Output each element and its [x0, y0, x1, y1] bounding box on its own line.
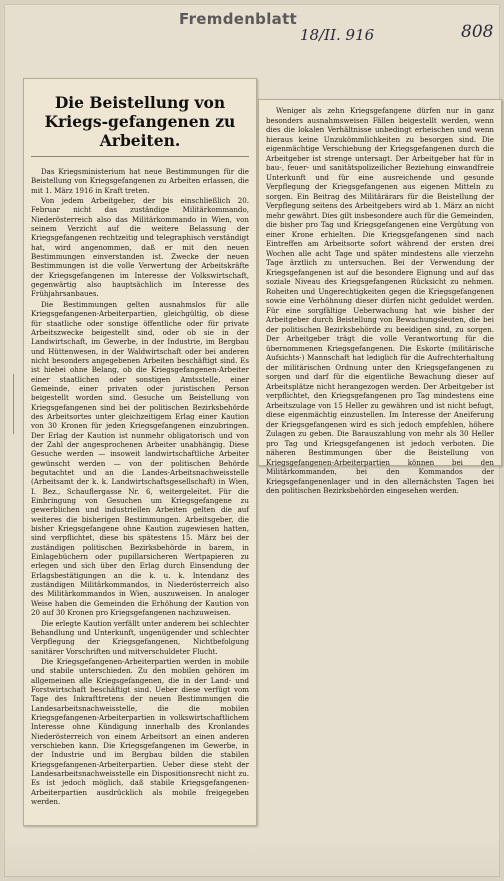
- handwritten-archive-number: 808: [461, 22, 494, 42]
- paper-shadow: [4, 837, 500, 877]
- clipping-right-column: [258, 99, 502, 495]
- paragraph: Von jedem Arbeitgeber, der bis einschließlich 20. Februar nicht das zuständige Militärkommando, Niederösterreich also das Militärkommando in Wien, von seinem Verzicht auf die weitere Belassung der Kriegsgefangenen rechtzeitig und telegraphisch verständigt hat, wird angenommen, daß er mit den neuen Bestimmungen einverstanden ist. Zwecke der neuen Bestimmungen ist die volle Verwertung der Arbeitskräfte der Kriegsgefangenen im Interesse der Volkswirtschaft, gegenwärtig also hauptsächlich im Interesse des Frühjahrsanbaues.: [31, 196, 249, 299]
- newspaper-name-stamp: Fremdenblatt: [179, 10, 298, 28]
- paragraph: Die Kriegsgefangenen-Arbeiterpartien werden in mobile und stabile unterschieden. Zu den mobilen gehören im allgemeinen alle Kriegsgefangenen, die in der Land- und Forstwirtschaft beschäftigt sind. Ueber diese verfügt vom Tage des Inkrafttretens der neuen Bestimmungen die Landesarbeitsnachweisstelle, die die mobilen Kriegsgefangenen-Arbeiterpartien in volkswirtschaftlichem Interesse ohne Kündigung innerhalb des Kronlandes Niederösterreich von einem Arbeitsort an einen anderen verschieben kann. Die Kriegsgefangenen im Gewerbe, in der Industrie und im Bergbau bilden die stabilen Kriegsgefangenen-Arbeiterpartien. Ueber diese steht der Landesarbeitsnachweisstelle ein Dispositionsrecht nicht zu. Es ist jedoch möglich, daß stabile Kriegsgefangenen-Arbeiterpartien ausdrücklich als mobile freigegeben werden.: [31, 656, 249, 807]
- paragraph: Die erlegte Kaution verfällt unter anderem bei schlechter Behandlung und Unterkunft, ungenügender und schlechter Verpflegung der Kriegsgefangenen, Nichtbefolgung sanitärer Vorschriften und mitverschuldeter Flucht.: [31, 618, 249, 656]
- archive-sheet: [4, 4, 500, 877]
- paragraph: Das Kriegsministerium hat neue Bestimmungen für die Beistellung von Kriegsgefangenen zu Arbeiten erlassen, die mit 1. März 1916 in Kraft treten.: [31, 167, 249, 195]
- clipping-left-column: [23, 78, 257, 826]
- paragraph: Die Bestimmungen gelten ausnahmslos für alle Kriegsgefangenen-Arbeiterpartien, gleichgültig, ob diese für staatliche oder sonstige öffentliche oder für private Arbeitszwecke beigestellt sind, oder ob sie in der Landwirtschaft, im Gewerbe, in der Industrie, im Bergbau und Hüttenwesen, in der Waldwirtschaft oder bei anderen nicht besonders angegebenen Arbeiten beschäftigt sind. Es ist hiebei ohne Belang, ob die Kriegsgefangenen-Arbeiter einer staatlichen oder sonstigen Amtsstelle, einer Gemeinde, einer privaten oder juristischen Person beigestellt worden sind. Gesuche um Beistellung von Kriegsgefangenen sind bei der politischen Bezirksbehörde des Arbeitsortes unter gleichzeitigem Erlag einer Kaution von 30 Kronen für jeden Kriegsgefangenen einzubringen. Der Erlag der Kaution ist nunmehr obligatorisch und von der Zahl der angesprochenen Arbeiter unabhängig. Diese Gesuche werden — insoweit landwirtschaftliche Arbeiter gewünscht werden — von der politischen Behörde begutachtet und an die Landes-Arbeitsnachweisstelle (Arbeitsamt der k. k. Landwirtschaftsgesellschaft) in Wien, I. Bez., Schauflergasse Nr. 6, weitergeleitet. Für die Einbringung von Gesuchen um Kriegsgefangene zu gewerblichen und industriellen Arbeiten gelten die auf weiteres die bisherigen Bestimmungen. Arbeitsgeber, die bisher Kriegsgefangene ohne Kaution zugewiesen hatten, sind verpflichtet, diese bis spätestens 15. März bei der zuständigen politischen Bezirksbehörde in barem, in Einlagebüchern oder pupillarsicheren Wertpapieren zu erlegen und sich über den Erlag durch Einsendung der Erlagsbestätigungen an die k. u. k. Intendanz des zuständigen Militärkommandos, in Niederösterreich also des Militärkommandos in Wien, auszuweisen. In analoger Weise haben die Gemeinden die Erhöhung der Kaution von 20 auf 30 Kronen pro Kriegsgefangenen nachzuweisen.: [31, 299, 249, 618]
- handwritten-date: 18/II. 916: [300, 26, 375, 44]
- paragraph: Weniger als zehn Kriegsgefangene dürfen nur in ganz besonders ausnahmsweisen Fällen beigestellt werden, wenn dies die lokalen Verhältnisse unbedingt erheischen und wenn hieraus keine Unzukömmlichkeiten zu besorgen sind. Die eigenmächtige Verschiebung der Kriegsgefangenen durch die Arbeitgeber ist strenge untersagt. Der Arbeitgeber hat für in bau-, feuer- und sanitätspolizeilicher Beziehung einwandfreie Unterkunft und für eine ausreichende und gesunde Verpflegung der Kriegsgefangenen aus eigenen Mitteln zu sorgen. Ein Beitrag des Militärärars für die Beistellung der Verpflegung seitens des Arbeitgebers wird ab 1. März an nicht mehr gewährt. Dies gilt insbesondere auch für die Gemeinden, die bisher pro Tag und Kriegsgefangenen eine Vergütung von einer Krone erhielten. Die Kriegsgefangenen sind nach Eintreffen am Arbeitsorte sofort während der ersten drei Wochen alle acht Tage und später mindestens alle vierzehn Tage ärztlich zu untersuchen. Bei der Verwendung der Kriegsgefangenen ist auf die besondere Eignung und auf das soziale Niveau des Kriegsgefangenen Rücksicht zu nehmen. Roheiten und Ungerechtigkeiten gegen die Kriegsgefangenen sowie eine Verhöhnung dieser dürfen nicht geduldet werden. Für eine sorgfältige Ueberwachung hat wie bisher der Arbeitgeber durch Beistellung von Bewachungsleuten, die bei der politischen Bezirksbehörde zu beeidigen sind, zu sorgen. Der Arbeitgeber trägt die volle Verantwortung für die übernommenen Kriegsgefangenen. Die Eskorte (militärische Aufsichts-) Mannschaft hat lediglich für die Aufrechterhaltung der militärischen Ordnung unter den Kriegsgefangenen zu sorgen und darf für die eigentliche Bewachung dieser auf Arbeitsplätze nicht herangezogen werden. Der Arbeitgeber ist verpflichtet, den Kriegsgefangenen pro Tag mindestens eine Arbeitszulage von 15 Heller zu gewähren und ist nicht befugt, diese eigenmächtig einzustellen. Im Interesse der Aneiferung der Kriegsgefangenen wird es sich jedoch empfehlen, höhere Zulagen zu geben. Die Barauszahlung von mehr als 30 Heller pro Tag und Kriegsgefangenen ist jedoch verboten. Die näheren Bestimmungen über die Beistellung von Kriegsgefangenen-Arbeiterpartien können bei den Militärkommanden, bei den Kommandos der Kriegsgefangenenlager und in den allernächsten Tagen bei den politischen Bezirksbehörden eingesehen werden.: [266, 106, 494, 495]
- article-title: Die Beistellung von Kriegs-gefangenen zu Arbeiten.: [31, 93, 249, 157]
- pencil-margin-mark: [13, 374, 20, 434]
